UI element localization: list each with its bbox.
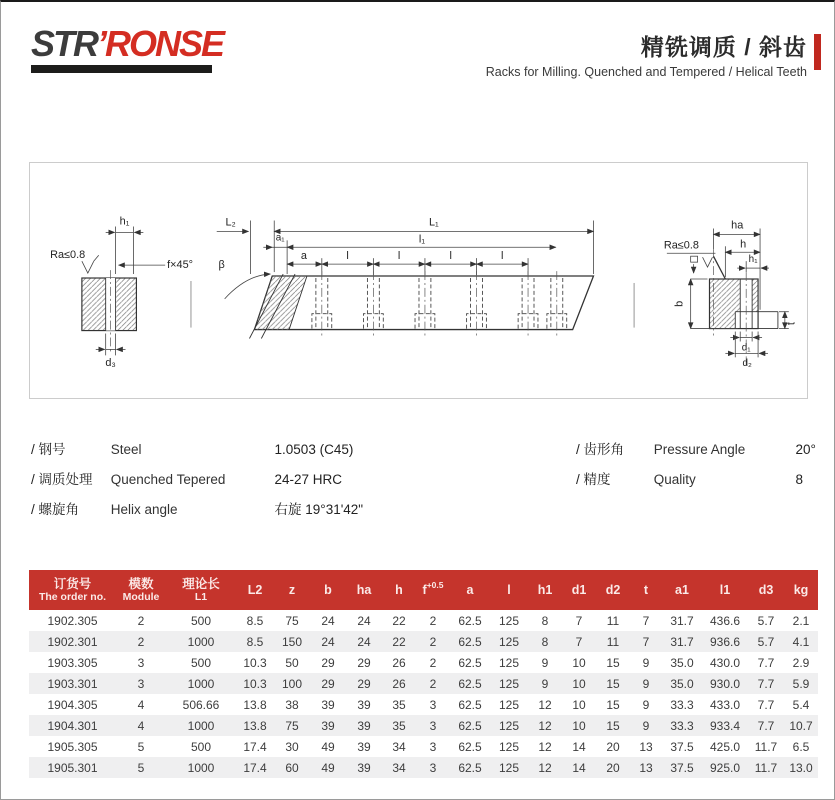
column-header-label: h1 [537,582,553,597]
column-header-zh: 订货号 [53,576,92,591]
logo-underline [31,65,212,73]
table-cell: 436.6 [709,613,741,628]
table-row [29,673,818,694]
dim-label-l: l [397,250,401,263]
column-header-label: b [324,582,332,597]
table-cell: 1904.301 [47,718,98,733]
table-cell: 31.7 [670,634,694,649]
table-cell: 7.7 [757,676,775,691]
column-header-zh: 模数 [128,576,154,591]
table-row [29,715,818,736]
table-cell: 10 [572,676,586,691]
column-header [116,570,166,610]
table-cell: 39 [321,718,335,733]
table-cell: 11.7 [754,760,778,775]
table-cell: 13.8 [243,718,267,733]
table-cell: 12 [538,697,552,712]
spec-value: 24-27 HRC [274,472,343,487]
column-header-en: The order no. [38,591,107,604]
table-cell: 7.7 [757,655,775,670]
table-cell: 15 [606,697,620,712]
table-cell: 125 [498,739,520,754]
table-cell: 5 [137,739,145,754]
roughness-label-right: Ra≤0.8 [663,239,699,252]
logo-text-red: ’RONSE [97,23,224,64]
table-cell: 2 [137,613,145,628]
column-header-zh: 理论长 [182,576,220,591]
table-cell: 1903.305 [47,655,98,670]
dim-label-h: h [740,238,747,251]
column-header-tolerance: +0.5 [426,580,444,591]
column-header [702,570,748,610]
column-header [166,570,236,610]
table-header-row [29,570,818,610]
table-cell: 936.6 [709,634,741,649]
table-cell: 1903.301 [47,676,98,691]
table-cell: 3 [429,739,437,754]
table-cell: 62.5 [458,676,482,691]
column-header [310,570,346,610]
dim-label-l: l [449,250,452,263]
column-header-label: ha [356,582,372,597]
table-cell: 433.0 [709,697,741,712]
table-cell: 62.5 [458,760,482,775]
table-cell: 39 [357,697,371,712]
table-cell: 34 [392,739,406,754]
table-cell: 5.7 [757,613,775,628]
spec-label-zh: / 精度 [576,472,611,487]
table-cell: 11 [606,613,620,628]
dim-label-a: a [300,250,308,263]
table-cell: 506.66 [182,697,220,712]
dim-label-t: t [785,322,798,326]
column-header [748,570,784,610]
roughness-icon [703,257,713,267]
spec-value: 8 [795,472,804,487]
table-cell: 34 [392,760,406,775]
spec-value: 20° [795,442,816,457]
column-header [784,570,818,610]
dim-label-L1: L₁ [428,216,439,229]
table-cell: 125 [498,697,520,712]
spec-row-helix-angle [31,495,551,525]
brand-logo [31,23,224,64]
table-cell: 15 [606,655,620,670]
right-section-view [664,219,798,369]
table-cell: 24 [321,634,335,649]
dim-label-beta: β [218,259,225,272]
section-hatch [254,276,307,330]
table-cell: 62.5 [458,655,482,670]
table-cell: 9 [642,697,650,712]
table-cell: 425.0 [709,739,741,754]
left-section-view [50,215,193,369]
table-cell: 10.3 [243,676,267,691]
table-cell: 11 [606,634,620,649]
table-cell: 10.3 [243,655,267,670]
column-header [382,570,416,610]
table-cell: 150 [281,634,303,649]
column-header [450,570,490,610]
column-header-label: f [422,583,427,598]
table-cell: 26 [392,676,406,691]
table-cell: 26 [392,655,406,670]
column-header [562,570,596,610]
table-cell: 6.5 [792,739,810,754]
column-header-en: L1 [194,591,208,604]
table-cell: 4.1 [792,634,810,649]
table-cell: 37.5 [670,739,694,754]
rack-side-view [217,216,594,338]
table-cell: 9 [642,718,650,733]
column-header-label: d2 [605,582,621,597]
page-title [486,29,807,79]
table-cell: 22 [392,613,406,628]
table-cell: 3 [137,676,145,691]
table-row [29,610,818,631]
table-cell: 1000 [187,718,215,733]
table-cell: 7 [642,613,650,628]
table-cell: 24 [357,613,371,628]
table-cell: 35.0 [670,655,694,670]
table-cell: 62.5 [458,634,482,649]
specs-left-column [31,435,551,525]
column-header [630,570,662,610]
table-cell: 125 [498,634,520,649]
table-cell: 29 [357,676,371,691]
table-cell: 20 [606,739,620,754]
column-header [596,570,630,610]
column-header [274,570,310,610]
table-cell: 2.9 [792,655,810,670]
table-cell: 35.0 [670,676,694,691]
table-cell: 2 [429,676,437,691]
column-header [346,570,382,610]
table-body [29,610,818,778]
table-cell: 12 [538,718,552,733]
table-cell: 500 [190,655,212,670]
table-cell: 7.7 [757,718,775,733]
table-cell: 39 [357,760,371,775]
spec-label-zh: / 钢号 [31,442,66,457]
parts-table [29,570,818,778]
column-header-label: a1 [675,582,689,597]
dim-label-a1: a₁ [275,232,285,244]
column-header-label: d3 [758,582,774,597]
table-cell: 33.3 [670,697,694,712]
logo-text-dark: STR [31,23,97,64]
table-row [29,631,818,652]
spec-label-en: Helix angle [110,502,178,517]
table-cell: 7 [642,634,650,649]
table-cell: 8 [541,613,549,628]
table-cell: 10 [572,718,586,733]
spec-label-en: Steel [110,442,142,457]
table-cell: 500 [190,613,212,628]
table-cell: 31.7 [670,613,694,628]
column-header-label: t [643,582,649,597]
table-cell: 125 [498,718,520,733]
table-cell: 37.5 [670,760,694,775]
table-cell: 500 [190,739,212,754]
header-accent-bar [814,34,821,70]
table-cell: 1905.305 [47,739,98,754]
table-cell: 430.0 [709,655,741,670]
table-cell: 4 [137,718,145,733]
spec-row-steel [31,435,551,465]
table-cell: 9 [541,676,549,691]
dim-label-h1-left: h₁ [119,215,130,228]
table-row [29,757,818,778]
column-header [416,570,450,610]
technical-drawing-box [29,162,808,399]
table-cell: 39 [321,697,335,712]
spec-value: 1.0503 (C45) [274,442,354,457]
roughness-square-icon [691,256,698,262]
table-cell: 14 [572,760,586,775]
table-cell: 933.4 [709,718,741,733]
dim-label-l: l [346,250,349,263]
table-cell: 75 [285,613,299,628]
column-header-label: l [507,582,511,597]
table-cell: 100 [281,676,303,691]
spec-label-en: Pressure Angle [653,442,746,457]
table-cell: 49 [321,760,335,775]
spec-label-en: Quality [653,472,696,487]
column-header [236,570,274,610]
table-cell: 930.0 [709,676,741,691]
table-cell: 5.4 [792,697,810,712]
table-cell: 2 [429,634,437,649]
table-cell: 1905.301 [47,760,98,775]
column-header-en: Module [122,591,160,604]
table-cell: 1000 [187,760,215,775]
table-cell: 125 [498,613,520,628]
table-cell: 4 [137,697,145,712]
table-cell: 9 [642,655,650,670]
table-cell: 29 [357,655,371,670]
table-cell: 24 [357,634,371,649]
table-cell: 1902.305 [47,613,98,628]
dim-label-l1: l₁ [418,233,426,246]
column-header-label: l1 [719,582,731,597]
table-cell: 13 [639,739,653,754]
table-cell: 39 [357,718,371,733]
table-cell: 20 [606,760,620,775]
spec-label-zh: / 螺旋角 [31,502,80,517]
column-header [490,570,528,610]
table-row [29,736,818,757]
column-header-label: L2 [247,582,263,597]
table-cell: 2 [137,634,145,649]
column-header-label: d1 [571,582,587,597]
dim-label-b: b [673,300,686,307]
table-cell: 12 [538,739,552,754]
table-cell: 7 [575,634,583,649]
spec-value: 右旋 19°31'42" [274,502,364,517]
table-cell: 13 [639,760,653,775]
table-cell: 1904.305 [47,697,98,712]
page-title-en: Racks for Milling. Quenched and Tempered / Helical Teeth [485,65,807,79]
table-cell: 62.5 [458,718,482,733]
table-cell: 8 [541,634,549,649]
table-cell: 5.9 [792,676,810,691]
technical-drawing-svg [30,163,805,396]
table-cell: 3 [137,655,145,670]
table-cell: 12 [538,760,552,775]
table-cell: 75 [285,718,299,733]
table-row [29,652,818,673]
table-cell: 3 [429,718,437,733]
table-row [29,694,818,715]
table-cell: 13.0 [789,760,813,775]
dim-label-d3: d₃ [105,357,116,370]
table-cell: 50 [285,655,299,670]
table-cell: 17.4 [243,739,267,754]
specs-right-column [576,435,821,495]
table-cell: 15 [606,676,620,691]
table-cell: 1000 [187,634,215,649]
table-cell: 2 [429,613,437,628]
dim-label-L2: L₂ [225,216,236,229]
table-cell: 10 [572,655,586,670]
table-cell: 125 [498,760,520,775]
spec-label-zh: / 调质处理 [31,472,93,487]
column-header [528,570,562,610]
table-cell: 17.4 [243,760,267,775]
table-cell: 35 [392,697,406,712]
spec-row-pressure-angle [576,435,821,465]
table-cell: 1902.301 [47,634,98,649]
table-cell: 29 [321,676,335,691]
table-cell: 62.5 [458,739,482,754]
spec-row-treatment [31,465,551,495]
dim-label-ha: ha [731,219,744,232]
spec-label-en: Quenched Tepered [110,472,226,487]
dim-label-h1-right: h₁ [748,254,758,266]
table-cell: 3 [429,760,437,775]
dim-label-l: l [501,250,504,263]
table-cell: 35 [392,718,406,733]
table-cell: 11.7 [754,739,778,754]
table-cell: 5.7 [757,634,775,649]
column-header [29,570,116,610]
table-cell: 62.5 [458,697,482,712]
table-cell: 1000 [187,676,215,691]
table-cell: 39 [357,739,371,754]
table-cell: 49 [321,739,335,754]
table-cell: 29 [321,655,335,670]
table-cell: 2 [429,655,437,670]
table-cell: 13.8 [243,697,267,712]
table-cell: 60 [285,760,299,775]
table-cell: 33.3 [670,718,694,733]
column-header-label: h [395,582,403,597]
table-cell: 925.0 [709,760,741,775]
page-title-zh: 精铣调质 / 斜齿 [640,34,807,60]
roughness-label-left: Ra≤0.8 [50,249,86,262]
column-header [662,570,702,610]
table-cell: 3 [429,697,437,712]
table-cell: 125 [498,655,520,670]
table-cell: 38 [285,697,299,712]
table-cell: 10.7 [789,718,813,733]
column-header-label: a [466,582,474,597]
dim-label-d1: d₁ [741,342,751,354]
table-cell: 7 [575,613,583,628]
dim-label-d2: d₂ [742,358,752,370]
rack-hole-group-layer [312,271,567,335]
spec-row-quality [576,465,821,495]
table-cell: 8.5 [246,634,264,649]
table-cell: 24 [321,613,335,628]
column-header-label: kg [793,582,809,597]
table-cell: 9 [541,655,549,670]
table-cell: 8.5 [246,613,264,628]
table-cell: 5 [137,760,145,775]
table-cell: 10 [572,697,586,712]
table-cell: 7.7 [757,697,775,712]
table-cell: 62.5 [458,613,482,628]
table-cell: 22 [392,634,406,649]
table-cell: 30 [285,739,299,754]
spec-label-zh: / 齿形角 [576,442,625,457]
roughness-icon [82,261,94,273]
table-cell: 125 [498,676,520,691]
dim-label-f45: f×45° [167,259,194,272]
table-cell: 2.1 [792,613,810,628]
table-cell: 14 [572,739,586,754]
table-cell: 15 [606,718,620,733]
table-cell: 9 [642,676,650,691]
column-header-label: z [288,582,296,597]
